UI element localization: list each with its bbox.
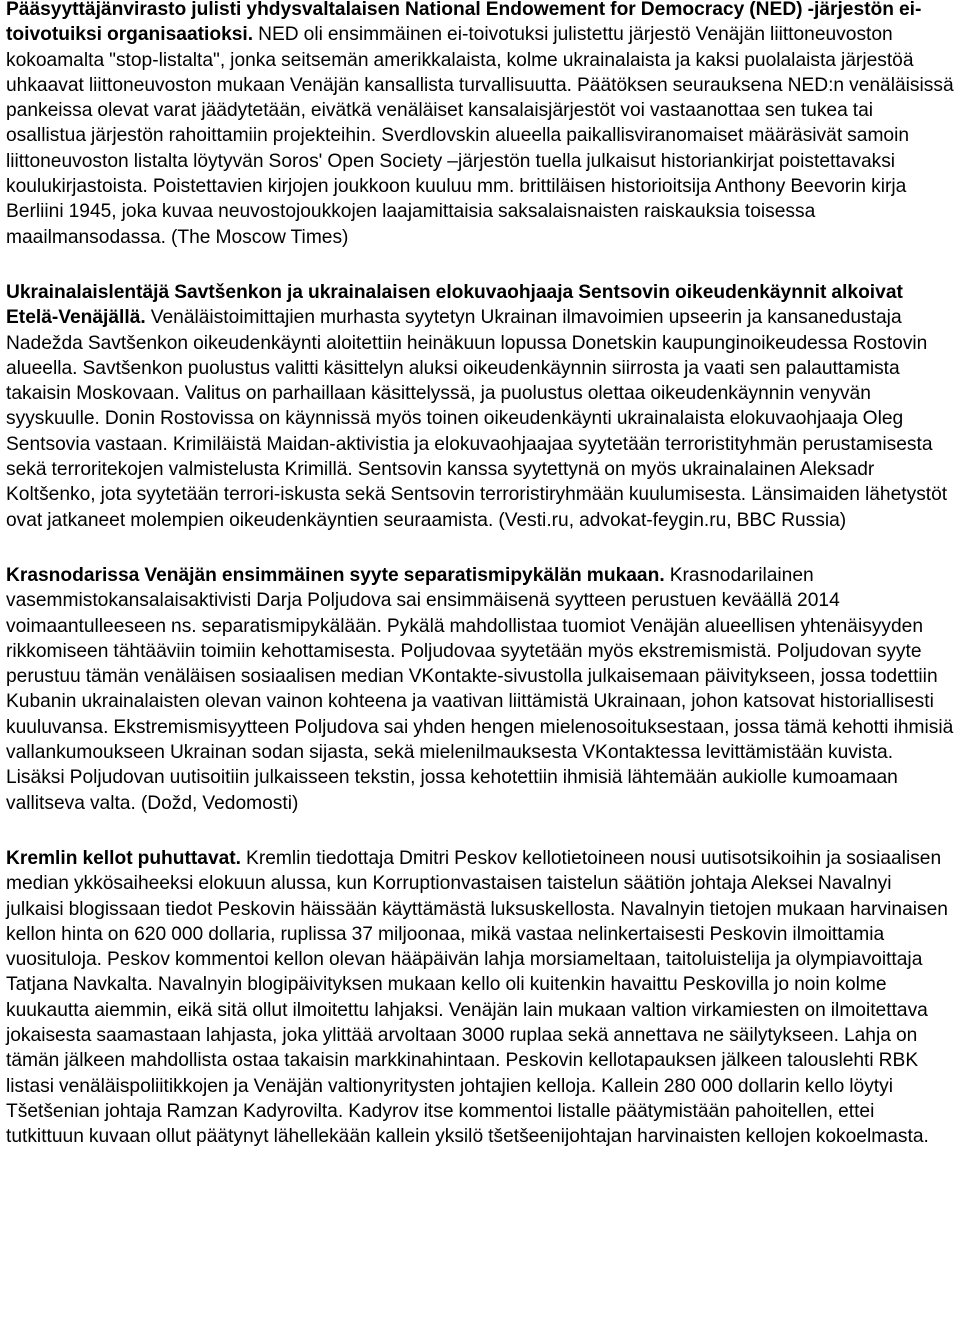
news-headline: Ukrainalaislentäjä Savtšenkon ja ukrainalaisen elokuvaohjaaja Sentsovin oikeudenkäynnit alkoivat Etelä-Venäjällä. [6,281,903,329]
news-body: Kremlin tiedottaja Dmitri Peskov kellotietoineen nousi uutisotsikoihin ja sosiaalisen median ykkösaiheeksi elokuun alussa, kun Korruptionvastaisen taistelun säätiön johtaja Aleksei Navalnyi julkaisi blogissaan tiedot Peskovin häissään käyttämästä luksuskellosta. Navalnyin tietojen mukaan harvinaisen kellon hinta on 620 000 dollaria, ruplissa 37 miljoonaa, mikä vastaa nelinkertaisesti Peskovin ilmoittamia vuositulojа. Peskov kommentoi kellon olevan hääpäivän lahja morsiameltaan, taitoluistelija ja olympiavoittaja Tatjana Navkalta. Navalnyin blogipäivityksen mukaan kello oli kuitenkin havaittu Peskovilla jo noin kolme kuukautta aiemmin, eikä sitä ollut ilmoitettu lahjaksi. Venäjän lain mukaan valtion virkamiesten on ilmoitettava jokaisesta saamastaan lahjasta, joka ylittää arvoltaan 3000 ruplaa sekä annettava ne säilytykseen. Lahja on tämän jälkeen mahdollista ostaa takaisin markkinahintaan. Peskovin kellotapauksen jälkeen talouslehti RBK listasi venäläispoliitikkojen ja Venäjän valtionyritysten johtajien kelloja. Kallein 280 000 dollarin kello löytyi Tšetšenian johtaja Ramzan Kadyrovilta. Kadyrov itse kommentoi listalle päätymistään pahoitellen, ettei tutkittuun kuvaan ollut päätynyt lähellekään kallein yksilö tšetšeenijohtajan harvinaisten kellojen kokoelmasta. [6,847,948,1148]
news-headline: Kremlin kellot puhuttavat. [6,847,242,869]
news-headline: Pääsyyttäjänvirasto julisti yhdysvaltalaisen National Endowement for Democracy (NED) -järjestön ei-toivotuiksi organisaatioksi. [6,0,922,46]
news-item-savchenko [6,280,954,533]
news-body: Venäläistoimittajien murhasta syytetyn Ukrainan ilmavoimien upseerin ja kansanedustaja Nadežda Savtšenkon oikeudenkäynti aloitettiin heinäkuun lopussa Donetskin kaupunginoikeudessa Rostovin alueella. Savtšenkon puolustus valitti käsittelyn aluksi oikeudenkäynnin siirrosta ja vaati sen palauttamista takaisin Moskovaan. Valitus on parhaillaan käsittelyssä, ja puolustus olettaa oikeudenkäynnin venyvän syyskuulle. Donin Rostovissa on käynnissä myös toinen oikeudenkäynti ukrainalaista elokuvaohjaaja Oleg Sentsovia vastaan. Krimiläistä Maidan-aktivistia ja elokuvaohjaajaa syytetään terroristityhmän perustamisesta sekä terroritekojen valmistelusta Krimillä. Sentsovin kanssa syytettynä on myös ukrainalainen Aleksadr Koltšenko, jota syytetään terrori-iskusta sekä Sentsovin terroristiryhmään kuulumisesta. Länsimaiden lähetystöt ovat jatkaneet molempien oikeudenkäyntien seuraamista. (Vesti.ru, advokat-feygin.ru, BBC Russia) [6,307,948,531]
news-body: Krasnodarilainen vasemmistokansalaisaktivisti Darja Poljudova sai ensimmäisenä syytteen perustuen keväällä 2014 voimaantulleeseen ns. separatismipykälään. Pykälä mahdollistaa tuomiot Venäjän alueellisen yhtenäisyyden rikkomiseen tähtääviin toimiin kehottamisesta. Poljudovaa syytetään myös ekstremismistä. Poljudovan syyte perustuu tämän venäläisen sosiaalisen median VKontakte-sivustolla julkaisemaan päivitykseen, jossa todettiin Kubanin ukrainalaisten olevan vainon kohteena ja vaativan liittämistä Ukrainaan, johon katsovat historiallisesti kuuluvansa. Ekstremismisyytteen Poljudova sai yhden hengen mielenosoituksestaan, jossa tämä kehotti ihmisiä vallankumoukseen Ukrainan sodan sijasta, sekä mielenilmauksesta VKontaktessa levittämistään kuvista. Lisäksi Poljudovan uutisoitiin julkaisseen tekstin, jossa kehotettiin ihmisiä lähtemään aukiolle kumoamaan vallitseva valta. (Dožd, Vedomosti) [6,564,954,814]
news-body: NED oli ensimmäinen ei-toivotuksi julistettu järjestö Venäjän liittoneuvoston kokoamalta "stop-listalta", jonka seitsemän amerikkalaista, kolme ukrainalaista ja kaksi puolalaista järjestöä uhkaavat liittoneuvoston mukaan Venäjän kansallista turvallisuutta. Päätöksen seurauksena NED:n venäläisissä pankeissa olevat varat jäädytetään, eivätkä venäläiset kansalaisjärjestöt voi vastaanottaa sen tukea tai osallistua järjestön rahoittamiin projekteihin. Sverdlovskin alueella paikallisviranomaiset määräsivät samoin liittoneuvoston listalta löytyvän Soros' Open Society –järjestön tuella julkaisut historiankirjat poistettavaksi koulukirjastoista. Poistettavien kirjojen joukkoon kuuluu mm. brittiläisen historioitsija Anthony Beevorin kirja Berliini 1945, joka kuvaa neuvostojoukkojen laajamittaisia saksalaisnaisten raiskauksia toisessa maailmansodassa. (The Moscow Times) [6,24,954,248]
news-item-krasnodar [6,563,954,816]
news-item-ned [6,0,954,250]
news-headline: Krasnodarissa Venäjän ensimmäinen syyte separatismipykälän mukaan. [6,564,665,586]
article-page [6,0,954,1179]
news-item-kremlin-watches [6,846,954,1150]
